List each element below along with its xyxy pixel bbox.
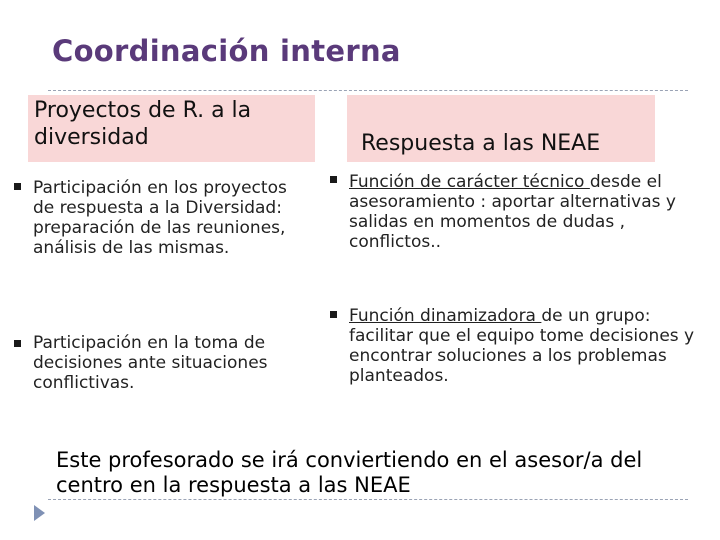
left-header-box xyxy=(28,95,315,162)
conclusion-text: Este profesorado se irá conviertiendo en el asesor/a del centro en la respuesta a las NEAE xyxy=(56,448,643,497)
right-item-2 xyxy=(349,306,699,386)
right-item-1 xyxy=(349,172,699,252)
left-header-label: Proyectos de R. a la diversidad xyxy=(34,98,252,150)
right-header-label: Respuesta a las NEAE xyxy=(361,131,601,156)
triangle-arrow-icon[interactable] xyxy=(34,505,45,521)
left-item-2: Participación en la toma de decisiones ante situaciones conflictivas. xyxy=(33,333,268,393)
square-bullet-icon xyxy=(330,311,337,318)
right-item-1-emphasis: Función de carácter técnico xyxy=(349,172,590,192)
square-bullet-icon xyxy=(330,176,337,183)
right-item-1-text: desde el asesoramiento : aportar alternativas y salidas en momentos de dudas , conflictos.. xyxy=(349,172,676,252)
left-item-1: Participación en los proyectos de respuesta a la Diversidad: preparación de las reuniones, análisis de las mismas. xyxy=(33,178,287,258)
right-header-box xyxy=(347,95,655,162)
square-bullet-icon xyxy=(14,183,21,190)
right-item-2-text: de un grupo: facilitar que el equipo tome decisiones y encontrar soluciones a los problemas planteados. xyxy=(349,306,695,386)
page-title: Coordinación interna xyxy=(52,34,401,68)
top-divider xyxy=(48,90,688,91)
square-bullet-icon xyxy=(14,340,21,347)
right-item-2-emphasis: Función dinamizadora xyxy=(349,306,542,326)
bottom-divider xyxy=(48,499,688,500)
